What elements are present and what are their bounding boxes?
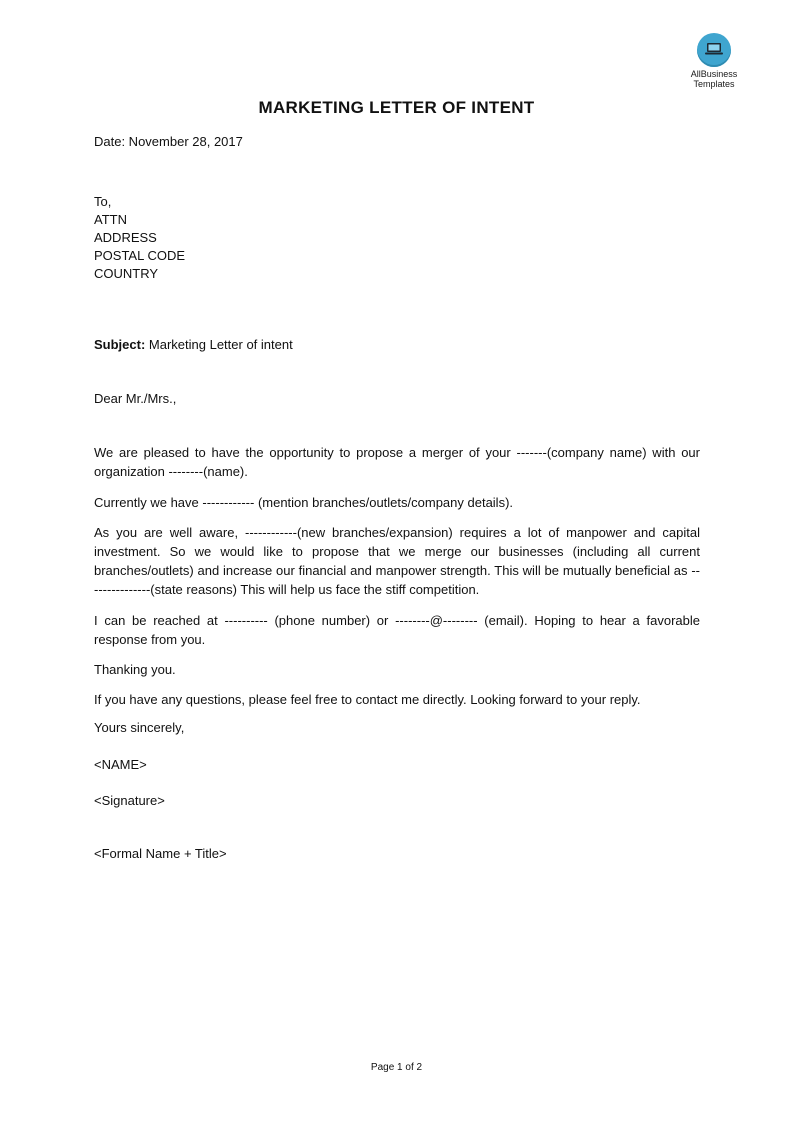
subject-text: Marketing Letter of intent: [145, 337, 293, 352]
sender-name: <NAME>: [94, 757, 147, 772]
page-number: Page 1 of 2: [370, 1062, 423, 1073]
address-to: To,: [94, 194, 112, 209]
address-attn: ATTN: [94, 212, 127, 227]
laptop-icon: [697, 33, 731, 67]
paragraph-4: I can be reached at ---------- (phone number) or --------@-------- (email). Hoping to hear a favorable response from you.: [94, 613, 700, 647]
address-country: COUNTRY: [94, 266, 159, 281]
signature-placeholder: <Signature>: [94, 793, 165, 808]
address-postal-code: POSTAL CODE: [94, 248, 186, 263]
allbusiness-logo: [682, 33, 746, 89]
logo-line-2: Templates: [693, 79, 735, 89]
salutation: Dear Mr./Mrs.,: [94, 391, 177, 406]
letter-date: Date: November 28, 2017: [94, 134, 243, 149]
address-line: ADDRESS: [94, 230, 157, 245]
subject-label: Subject:: [94, 337, 146, 352]
logo-line-1: AllBusiness: [690, 69, 738, 79]
closing: Yours sincerely,: [94, 720, 185, 735]
document-title: MARKETING LETTER OF INTENT: [258, 98, 535, 117]
paragraph-1: We are pleased to have the opportunity to propose a merger of your -------(company name) with our organization --------(name).: [94, 445, 700, 479]
paragraph-2: Currently we have ------------ (mention branches/outlets/company details).: [94, 495, 514, 510]
paragraph-6: If you have any questions, please feel free to contact me directly. Looking forward to your reply.: [94, 692, 641, 707]
logo-text: [682, 69, 746, 89]
formal-name-title: <Formal Name + Title>: [94, 846, 227, 861]
paragraph-3: As you are well aware, ------------(new branches/expansion) requires a lot of manpower and capital investment. So we would like to propose that we merge our businesses (including all current branches/outlets) and increase our financial and manpower strength. This will be mutually beneficial as ---------------(state reasons) This will help us face the stiff competition.: [94, 525, 700, 597]
paragraph-5: Thanking you.: [94, 662, 176, 677]
subject-line: [94, 336, 293, 354]
